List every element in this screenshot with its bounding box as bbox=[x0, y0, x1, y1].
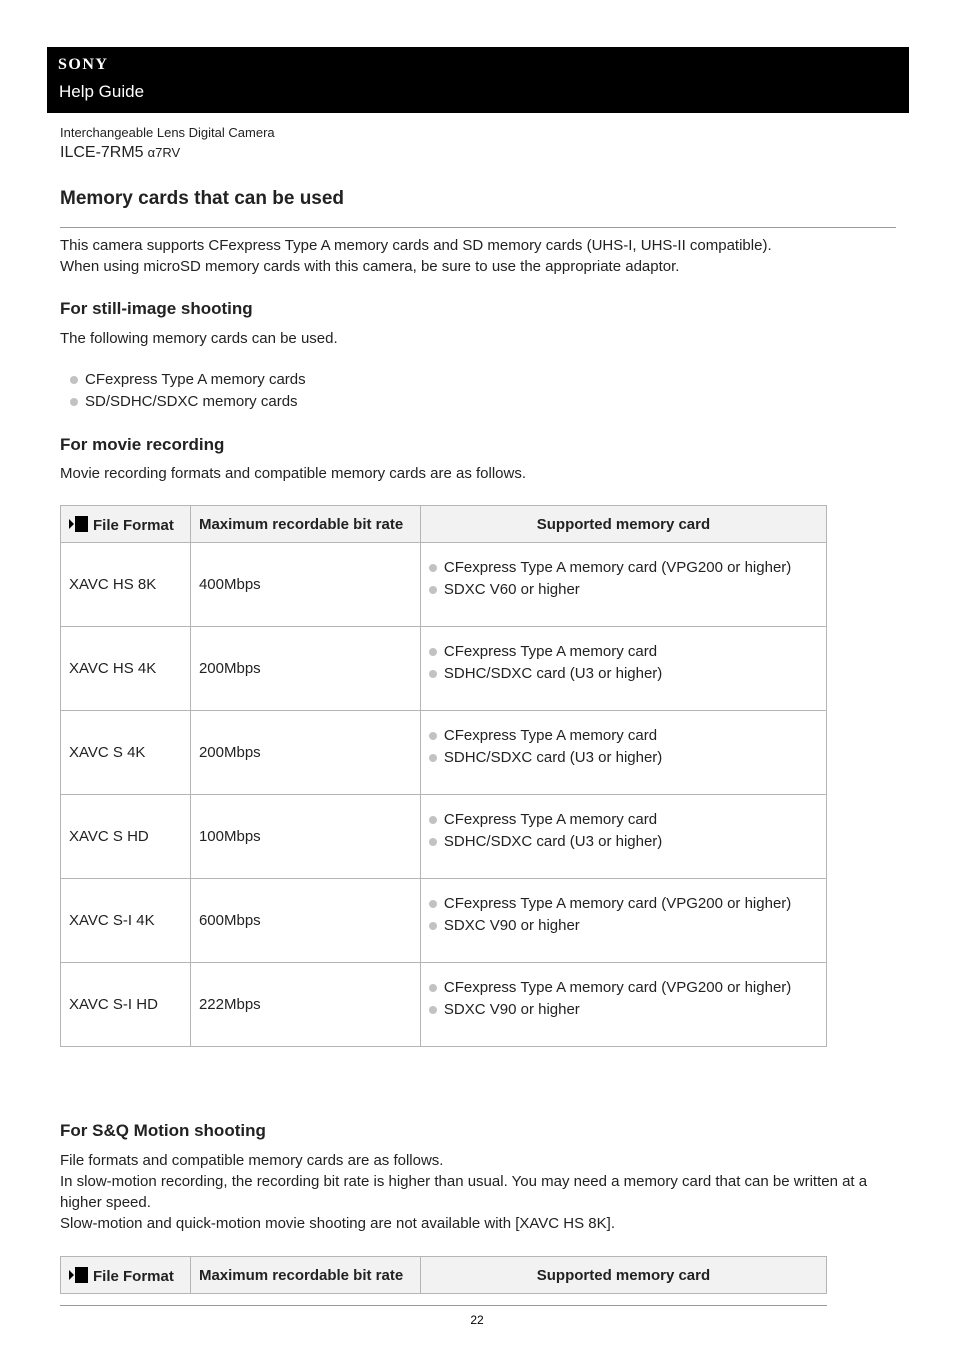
table-header-row bbox=[61, 506, 827, 543]
list-item bbox=[429, 893, 818, 915]
title-divider bbox=[60, 227, 896, 228]
bullet-dot-icon bbox=[429, 984, 437, 992]
list-item-text: CFexpress Type A memory cards bbox=[85, 371, 306, 388]
still-card-list bbox=[70, 369, 306, 412]
product-model bbox=[60, 144, 180, 162]
page-title: Memory cards that can be used bbox=[60, 188, 345, 209]
card-text: SDHC/SDXC card (U3 or higher) bbox=[443, 832, 663, 850]
bullet-dot-icon bbox=[70, 398, 78, 406]
list-item bbox=[70, 369, 306, 391]
intro-line: This camera supports CFexpress Type A memory cards and SD memory cards (UHS-I, UHS-II compatible). bbox=[60, 237, 772, 254]
card-text: SDHC/SDXC card (U3 or higher) bbox=[443, 748, 663, 766]
memory-card-header: Supported memory card bbox=[420, 1257, 826, 1294]
header-banner bbox=[47, 47, 909, 113]
bullet-dot-icon bbox=[429, 732, 437, 740]
memory-card-cell bbox=[420, 963, 826, 1047]
still-text: The following memory cards can be used. bbox=[60, 330, 338, 347]
sq-line: File formats and compatible memory cards are as follows. bbox=[60, 1152, 444, 1169]
bullet-dot-icon bbox=[429, 816, 437, 824]
bullet-dot-icon bbox=[429, 1006, 437, 1014]
sq-line: In slow-motion recording, the recording bit rate is higher than usual. You may need a memory card that can be written at a higher speed. bbox=[60, 1173, 868, 1211]
bullet-dot-icon bbox=[429, 838, 437, 846]
bitrate-cell: 100Mbps bbox=[190, 795, 420, 879]
bullet-dot-icon bbox=[429, 754, 437, 762]
movie-format-table bbox=[60, 505, 827, 1047]
bullet-dot-icon bbox=[429, 564, 437, 572]
still-heading: For still-image shooting bbox=[60, 299, 253, 318]
product-category: Interchangeable Lens Digital Camera bbox=[60, 125, 275, 140]
file-format-cell: XAVC S-I HD bbox=[61, 963, 191, 1047]
bitrate-cell: 400Mbps bbox=[190, 543, 420, 627]
card-text: CFexpress Type A memory card bbox=[443, 643, 658, 660]
card-text: SDXC V90 or higher bbox=[443, 916, 580, 934]
table-row bbox=[61, 711, 827, 795]
list-item bbox=[429, 999, 818, 1021]
model-alias: α7RV bbox=[147, 145, 181, 160]
card-text: SDXC V60 or higher bbox=[443, 580, 580, 598]
help-guide-title: Help Guide bbox=[59, 82, 145, 101]
card-text: CFexpress Type A memory card (VPG200 or higher) bbox=[443, 979, 792, 996]
sq-line: Slow-motion and quick-motion movie shooting are not available with [XAVC HS 8K]. bbox=[60, 1215, 615, 1232]
list-item bbox=[429, 557, 818, 579]
list-item bbox=[429, 977, 818, 999]
card-text: SDXC V90 or higher bbox=[443, 1000, 580, 1018]
intro-text bbox=[60, 235, 772, 277]
header-label: File Format bbox=[93, 1267, 174, 1285]
table-row bbox=[61, 963, 827, 1047]
table-row bbox=[61, 627, 827, 711]
bullet-dot-icon bbox=[429, 670, 437, 678]
list-item bbox=[429, 663, 818, 685]
intro-line: When using microSD memory cards with this camera, be sure to use the appropriate adaptor. bbox=[60, 258, 680, 275]
list-item bbox=[429, 641, 818, 663]
bitrate-cell: 222Mbps bbox=[190, 963, 420, 1047]
memory-card-cell bbox=[420, 711, 826, 795]
sq-text bbox=[60, 1150, 896, 1234]
bullet-dot-icon bbox=[429, 586, 437, 594]
list-item bbox=[429, 831, 818, 853]
file-format-cell: XAVC S-I 4K bbox=[61, 879, 191, 963]
file-format-cell: XAVC HS 4K bbox=[61, 627, 191, 711]
card-text: CFexpress Type A memory card bbox=[443, 727, 658, 744]
movie-file-format-icon bbox=[69, 515, 89, 533]
card-text: SDHC/SDXC card (U3 or higher) bbox=[443, 664, 663, 682]
list-item bbox=[429, 747, 818, 769]
bitrate-cell: 200Mbps bbox=[190, 627, 420, 711]
memory-card-cell bbox=[420, 795, 826, 879]
list-item bbox=[429, 915, 818, 937]
card-text: CFexpress Type A memory card bbox=[443, 811, 658, 828]
memory-card-cell bbox=[420, 543, 826, 627]
sq-heading: For S&Q Motion shooting bbox=[60, 1121, 266, 1140]
file-format-cell: XAVC HS 8K bbox=[61, 543, 191, 627]
memory-card-cell bbox=[420, 627, 826, 711]
bullet-dot-icon bbox=[429, 900, 437, 908]
movie-text: Movie recording formats and compatible memory cards are as follows. bbox=[60, 465, 527, 482]
sony-logo: SONY bbox=[58, 56, 109, 73]
file-format-header bbox=[61, 506, 191, 543]
bullet-dot-icon bbox=[70, 376, 78, 384]
bitrate-header: Maximum recordable bit rate bbox=[190, 1257, 420, 1294]
table-row bbox=[61, 795, 827, 879]
card-text: CFexpress Type A memory card (VPG200 or higher) bbox=[443, 895, 792, 912]
model-number: ILCE-7RM5 bbox=[60, 144, 144, 161]
bitrate-cell: 200Mbps bbox=[190, 711, 420, 795]
bitrate-header: Maximum recordable bit rate bbox=[190, 506, 420, 543]
list-item bbox=[429, 579, 818, 601]
list-item bbox=[429, 809, 818, 831]
bitrate-cell: 600Mbps bbox=[190, 879, 420, 963]
file-format-header bbox=[61, 1257, 191, 1294]
file-format-cell: XAVC S HD bbox=[61, 795, 191, 879]
table-row bbox=[61, 543, 827, 627]
list-item bbox=[429, 725, 818, 747]
sq-format-table bbox=[60, 1256, 827, 1294]
memory-card-header: Supported memory card bbox=[420, 506, 826, 543]
footer-divider bbox=[60, 1305, 827, 1306]
card-text: CFexpress Type A memory card (VPG200 or higher) bbox=[443, 559, 792, 576]
movie-heading: For movie recording bbox=[60, 435, 225, 454]
movie-file-format-icon bbox=[69, 1266, 89, 1284]
memory-card-cell bbox=[420, 879, 826, 963]
bullet-dot-icon bbox=[429, 922, 437, 930]
header-label: File Format bbox=[93, 516, 174, 534]
table-row bbox=[61, 879, 827, 963]
list-item-text: SD/SDHC/SDXC memory cards bbox=[85, 392, 298, 410]
page-number: 22 bbox=[470, 1313, 484, 1327]
table-header-row bbox=[61, 1257, 827, 1294]
file-format-cell: XAVC S 4K bbox=[61, 711, 191, 795]
list-item bbox=[70, 391, 306, 413]
bullet-dot-icon bbox=[429, 648, 437, 656]
